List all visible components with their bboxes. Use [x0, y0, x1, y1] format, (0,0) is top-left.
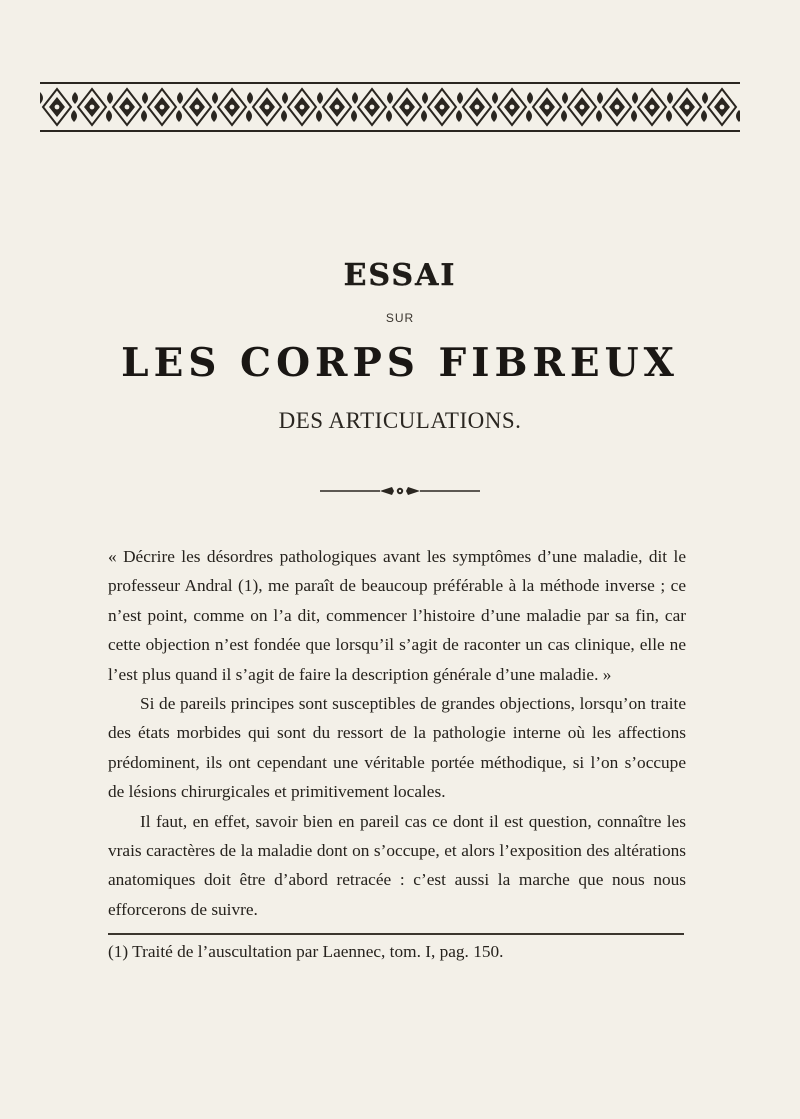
paragraph-method: Il faut, en effet, savoir bien en pareil cas ce dont il est question, connaître les vrais caractères de la maladie dont on s’occupe, et alors l’exposition des altérations anatomiques doit être d’abord retracée : c’est aussi la marche que nous nous efforcerons de suivre.	[108, 811, 686, 919]
band-motif	[317, 89, 357, 125]
band-motif	[387, 89, 427, 125]
band-motif	[632, 89, 672, 125]
ornamental-floral-band-icon	[40, 80, 740, 135]
band-motif	[107, 89, 147, 125]
band-motif	[597, 89, 637, 125]
band-motif	[562, 89, 602, 125]
paragraph-quote: « Décrire les désordres pathologiques avant les symptômes d’une maladie, dit le professeur Andral (1), me paraît de beaucoup préférable à la méthode inverse ; ce n’est point, comme on l’a dit, commencer l’histoire d’une maladie par sa fin, car cette objection n’est fondée que lorsqu’il s’agit de raconter un cas clinique, elle ne l’est plus quand il s’agit de faire la description générale d’une maladie. »	[108, 547, 686, 684]
title-essai: ESSAI	[343, 258, 457, 293]
band-motif	[492, 89, 532, 125]
band-motif	[142, 89, 182, 125]
band-motif	[40, 89, 77, 125]
footnote: (1) Traité de l’auscultation par Laennec, tom. I, pag. 150.	[108, 942, 504, 961]
ornamental-divider-icon	[320, 483, 480, 499]
band-motif	[72, 89, 112, 125]
band-motif	[352, 89, 392, 125]
subtitle: DES ARTICULATIONS.	[278, 408, 522, 433]
band-motif	[247, 89, 287, 125]
paragraph-principles: Si de pareils principes sont susceptibles de grandes objections, lorsqu’on traite des états morbides qui sont du ressort de la pathologie interne où les affections prédominent, ils ont cependant une véritable portée méthodique, si l’on s’occupe de lésions chirurgicales et primitivement locales.	[108, 694, 686, 802]
band-motif	[282, 89, 322, 125]
band-motif	[212, 89, 252, 125]
body-text	[108, 542, 686, 924]
band-motif	[422, 89, 462, 125]
band-motif	[667, 89, 707, 125]
band-motif	[177, 89, 217, 125]
band-motif	[702, 89, 740, 125]
band-motif	[457, 89, 497, 125]
footnote-rule	[108, 933, 684, 935]
main-title: LES CORPS FIBREUX	[121, 340, 679, 386]
band-motif	[527, 89, 567, 125]
title-sur: SUR	[385, 311, 415, 325]
